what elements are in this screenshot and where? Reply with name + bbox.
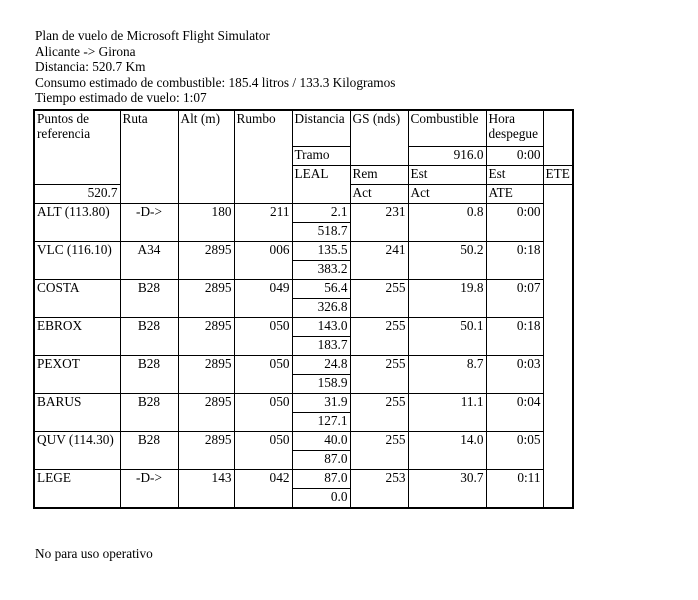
waypoint-fuel: 0.8: [408, 203, 486, 241]
waypoint-route: B28: [120, 355, 178, 393]
waypoint-route: A34: [120, 241, 178, 279]
waypoint-altitude: 2895: [178, 431, 234, 469]
sub-ete: ETE: [543, 165, 573, 184]
waypoint-route: B28: [120, 279, 178, 317]
waypoint-fuel: 30.7: [408, 469, 486, 508]
waypoint-remaining: 518.7: [292, 222, 350, 241]
waypoint-remaining: 87.0: [292, 450, 350, 469]
sub-rem: Rem: [350, 165, 408, 184]
col-alt-header: Alt (m): [178, 110, 234, 203]
waypoint-row: [34, 431, 573, 450]
waypoint-distance: 87.0: [292, 469, 350, 488]
waypoint-heading: 006: [234, 241, 292, 279]
waypoint-groundspeed: 231: [350, 203, 408, 241]
waypoint-groundspeed: 255: [350, 317, 408, 355]
waypoint-remaining: 383.2: [292, 260, 350, 279]
waypoint-route: B28: [120, 317, 178, 355]
waypoint-groundspeed: 255: [350, 355, 408, 393]
waypoint-heading: 050: [234, 317, 292, 355]
sub-gs-act: Act: [350, 184, 408, 203]
waypoint-fuel: 14.0: [408, 431, 486, 469]
waypoint-row: [34, 355, 573, 374]
waypoint-name: EBROX: [34, 317, 120, 355]
waypoint-altitude: 2895: [178, 279, 234, 317]
sub-fuel-act: Act: [408, 184, 486, 203]
waypoint-route: B28: [120, 431, 178, 469]
waypoint-name: LEGE: [34, 469, 120, 508]
waypoint-groundspeed: 255: [350, 431, 408, 469]
sub-gs-est: Est: [408, 165, 486, 184]
plan-fuel-estimate: Consumo estimado de combustible: 185.4 litros / 133.3 Kilogramos: [35, 74, 396, 90]
waypoint-fuel: 50.2: [408, 241, 486, 279]
waypoint-heading: 050: [234, 355, 292, 393]
waypoint-remaining: 0.0: [292, 488, 350, 508]
plan-time-estimate: Tiempo estimado de vuelo: 1:07: [35, 90, 207, 106]
total-remaining: 520.7: [34, 184, 120, 203]
waypoint-time: 0:03: [486, 355, 543, 393]
col-gs-header: GS (nds): [350, 110, 408, 165]
waypoint-fuel: 19.8: [408, 279, 486, 317]
waypoint-fuel: 11.1: [408, 393, 486, 431]
waypoint-remaining: 326.8: [292, 298, 350, 317]
waypoint-name: ALT (113.80): [34, 203, 120, 241]
waypoint-remaining: 127.1: [292, 412, 350, 431]
waypoint-name: BARUS: [34, 393, 120, 431]
plan-title: Plan de vuelo de Microsoft Flight Simulator: [35, 28, 270, 43]
waypoint-time: 0:04: [486, 393, 543, 431]
waypoint-altitude: 180: [178, 203, 234, 241]
plan-route: Alicante -> Girona: [35, 43, 136, 59]
waypoint-name: VLC (116.10): [34, 241, 120, 279]
waypoint-fuel: 50.1: [408, 317, 486, 355]
waypoint-distance: 56.4: [292, 279, 350, 298]
waypoint-row: [34, 317, 573, 336]
flight-plan-table: [33, 109, 574, 509]
waypoint-groundspeed: 255: [350, 393, 408, 431]
waypoint-route: -D->: [120, 469, 178, 508]
waypoint-time: 0:05: [486, 431, 543, 469]
col-route-header: Ruta: [120, 110, 178, 203]
waypoint-time: 0:00: [486, 203, 543, 241]
waypoint-distance: 31.9: [292, 393, 350, 412]
waypoint-time: 0:11: [486, 469, 543, 508]
col-waypoints-header: Puntos de referencia: [34, 110, 120, 184]
waypoint-heading: 050: [234, 431, 292, 469]
departure-time: 0:00: [486, 146, 543, 165]
col-heading-header: Rumbo: [234, 110, 292, 203]
waypoint-name: COSTA: [34, 279, 120, 317]
waypoint-row: [34, 469, 573, 488]
waypoint-remaining: 183.7: [292, 336, 350, 355]
disclaimer-note: No para uso operativo: [35, 546, 153, 561]
waypoint-altitude: 2895: [178, 241, 234, 279]
waypoint-fuel: 8.7: [408, 355, 486, 393]
sub-fuel-est: Est: [486, 165, 543, 184]
flight-plan-header: [35, 28, 395, 106]
waypoint-altitude: 143: [178, 469, 234, 508]
waypoint-row: [34, 393, 573, 412]
waypoint-distance: 2.1: [292, 203, 350, 222]
fuel-start: 916.0: [408, 146, 486, 165]
waypoint-row: [34, 279, 573, 298]
sub-tramo: Tramo: [292, 146, 350, 165]
waypoint-heading: 211: [234, 203, 292, 241]
waypoint-distance: 135.5: [292, 241, 350, 260]
waypoint-time: 0:18: [486, 317, 543, 355]
waypoint-altitude: 2895: [178, 393, 234, 431]
waypoint-name: PEXOT: [34, 355, 120, 393]
waypoint-name: QUV (114.30): [34, 431, 120, 469]
sub-ate: ATE: [486, 184, 543, 203]
waypoint-route: -D->: [120, 203, 178, 241]
col-distance-header: Distancia: [292, 110, 350, 146]
waypoint-groundspeed: 253: [350, 469, 408, 508]
waypoint-route: B28: [120, 393, 178, 431]
col-fuel-header: Combustible: [408, 110, 486, 146]
waypoint-row: [34, 203, 573, 222]
waypoint-altitude: 2895: [178, 355, 234, 393]
waypoint-remaining: 158.9: [292, 374, 350, 393]
waypoint-heading: 042: [234, 469, 292, 508]
waypoint-groundspeed: 241: [350, 241, 408, 279]
waypoint-distance: 143.0: [292, 317, 350, 336]
origin-waypoint: LEAL: [292, 165, 350, 203]
waypoint-distance: 40.0: [292, 431, 350, 450]
plan-distance: Distancia: 520.7 Km: [35, 59, 146, 75]
waypoint-time: 0:07: [486, 279, 543, 317]
waypoint-row: [34, 241, 573, 260]
waypoint-altitude: 2895: [178, 317, 234, 355]
col-departure-header: Hora despegue: [486, 110, 543, 146]
waypoint-distance: 24.8: [292, 355, 350, 374]
waypoint-groundspeed: 255: [350, 279, 408, 317]
waypoint-heading: 050: [234, 393, 292, 431]
waypoint-heading: 049: [234, 279, 292, 317]
waypoint-time: 0:18: [486, 241, 543, 279]
